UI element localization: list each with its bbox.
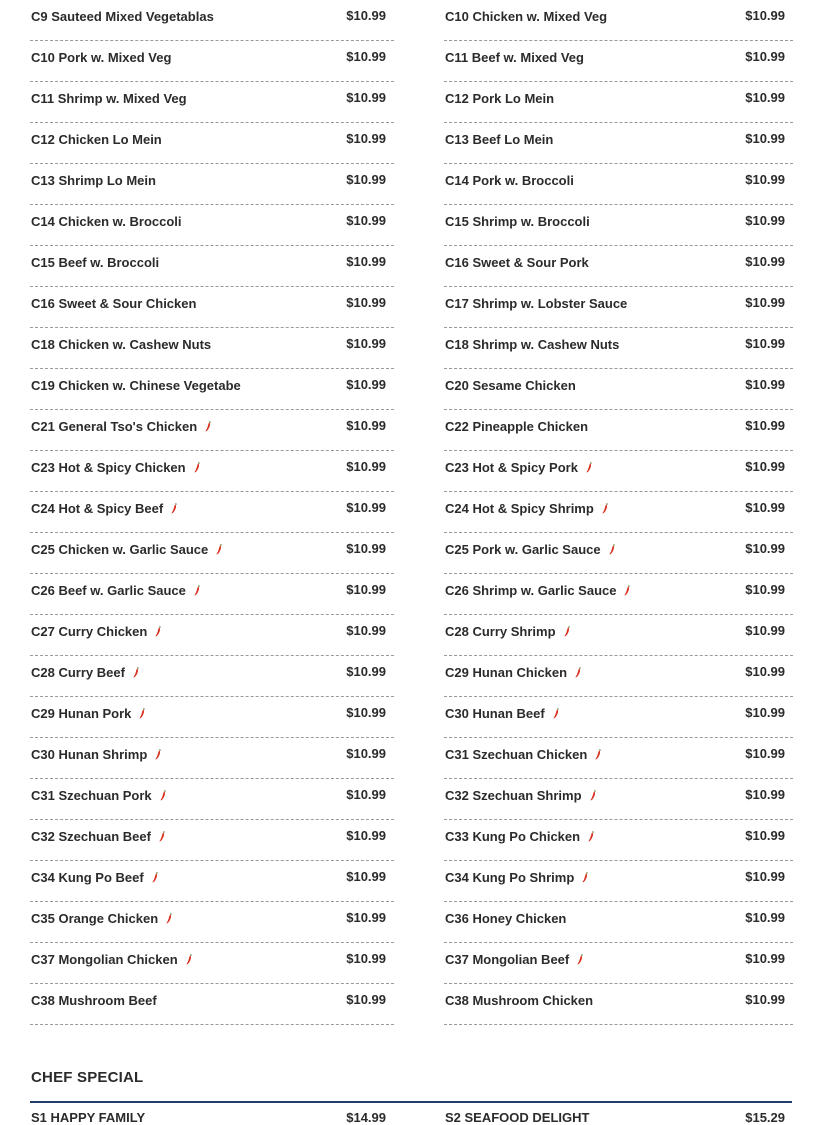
menu-item-name: C31 Szechuan Chicken	[445, 747, 601, 762]
menu-item-price: $10.99	[346, 90, 386, 105]
special-item-price: $14.99	[346, 1110, 386, 1125]
menu-item-price: $10.99	[346, 254, 386, 269]
menu-item	[444, 41, 793, 82]
menu-column-left	[30, 0, 394, 1025]
menu-item-price: $10.99	[745, 582, 785, 597]
menu-item-name: C12 Chicken Lo Mein	[31, 132, 162, 147]
chili-pepper-icon	[586, 462, 592, 473]
menu-item-name: C24 Hot & Spicy Shrimp	[445, 501, 608, 516]
menu-item-name: C16 Sweet & Sour Pork	[445, 255, 589, 270]
menu-item-price: $10.99	[346, 664, 386, 679]
menu-item-name: C16 Sweet & Sour Chicken	[31, 296, 197, 311]
menu-item-name: C26 Beef w. Garlic Sauce	[31, 583, 200, 598]
chili-pepper-icon	[160, 790, 166, 801]
chili-pepper-icon	[139, 708, 145, 719]
section-title-chef-special: CHEF SPECIAL	[31, 1069, 144, 1086]
chili-pepper-icon	[553, 708, 559, 719]
menu-item	[444, 533, 793, 574]
menu-item-name: C19 Chicken w. Chinese Vegetabe	[31, 378, 241, 393]
menu-item-price: $10.99	[745, 49, 785, 64]
menu-item-price: $10.99	[346, 951, 386, 966]
menu-item-price: $10.99	[346, 377, 386, 392]
menu-item-price: $10.99	[745, 500, 785, 515]
menu-item	[30, 246, 394, 287]
menu-item-name: C15 Beef w. Broccoli	[31, 255, 160, 270]
menu-item	[30, 820, 394, 861]
chili-pepper-icon	[624, 585, 630, 596]
chili-pepper-icon	[159, 831, 165, 842]
menu-item-name: C14 Pork w. Broccoli	[445, 173, 574, 188]
menu-item-price: $10.99	[346, 746, 386, 761]
menu-item-name: C13 Beef Lo Mein	[445, 132, 554, 147]
menu-item-name: C37 Mongolian Beef	[445, 952, 583, 967]
menu-item	[444, 246, 793, 287]
menu-item-name: C13 Shrimp Lo Mein	[31, 173, 156, 188]
menu-item-name: C32 Szechuan Shrimp	[445, 788, 596, 803]
menu-item-name: C15 Shrimp w. Broccoli	[445, 214, 590, 229]
menu-item	[30, 861, 394, 902]
section-divider	[30, 1101, 792, 1103]
menu-item-price: $10.99	[346, 131, 386, 146]
chili-pepper-icon	[590, 790, 596, 801]
menu-item-price: $10.99	[346, 49, 386, 64]
menu-item-price: $10.99	[745, 828, 785, 843]
menu-item-name: C38 Mushroom Beef	[31, 993, 157, 1008]
menu-item-name: C28 Curry Shrimp	[445, 624, 570, 639]
chili-pepper-icon	[186, 954, 192, 965]
menu-item-name: C38 Mushroom Chicken	[445, 993, 594, 1008]
menu-item	[30, 492, 394, 533]
menu-item-name: C9 Sauteed Mixed Vegetablas	[31, 9, 214, 24]
menu-item-name: C18 Chicken w. Cashew Nuts	[31, 337, 212, 352]
menu-item	[30, 328, 394, 369]
menu-item-price: $10.99	[346, 8, 386, 23]
menu-item-price: $10.99	[745, 336, 785, 351]
chili-pepper-icon	[564, 626, 570, 637]
menu-item-price: $10.99	[346, 459, 386, 474]
menu-item-name: C24 Hot & Spicy Beef	[31, 501, 177, 516]
menu-item-name: C23 Hot & Spicy Chicken	[31, 460, 200, 475]
menu-item-name: C17 Shrimp w. Lobster Sauce	[445, 296, 628, 311]
chili-pepper-icon	[582, 872, 588, 883]
special-item-name: S1 HAPPY FAMILY	[31, 1110, 146, 1125]
menu-item-price: $10.99	[346, 869, 386, 884]
menu-item-price: $10.99	[745, 992, 785, 1007]
menu-item-name: C20 Sesame Chicken	[445, 378, 576, 393]
chili-pepper-icon	[595, 749, 601, 760]
menu-item-price: $10.99	[346, 787, 386, 802]
menu-item-price: $10.99	[745, 623, 785, 638]
menu-item-name: C23 Hot & Spicy Pork	[445, 460, 592, 475]
menu-item-price: $10.99	[745, 541, 785, 556]
menu-item-price: $10.99	[346, 582, 386, 597]
menu-item	[30, 82, 394, 123]
menu-item	[444, 615, 793, 656]
menu-item-name: C10 Chicken w. Mixed Veg	[445, 9, 608, 24]
chili-pepper-icon	[133, 667, 139, 678]
menu-item-name: C36 Honey Chicken	[445, 911, 567, 926]
chili-pepper-icon	[602, 503, 608, 514]
chili-pepper-icon	[155, 749, 161, 760]
chili-pepper-icon	[166, 913, 172, 924]
menu-item	[30, 410, 394, 451]
menu-item	[30, 451, 394, 492]
chili-pepper-icon	[155, 626, 161, 637]
menu-item	[444, 123, 793, 164]
menu-item-price: $10.99	[346, 828, 386, 843]
menu-item-price: $10.99	[346, 623, 386, 638]
menu-column-right	[444, 0, 793, 1025]
menu-item-name: C35 Orange Chicken	[31, 911, 172, 926]
menu-item-name: C28 Curry Beef	[31, 665, 139, 680]
menu-item	[444, 164, 793, 205]
menu-item	[30, 369, 394, 410]
menu-item	[444, 861, 793, 902]
menu-item	[444, 574, 793, 615]
menu-item	[444, 328, 793, 369]
menu-item-name: C21 General Tso's Chicken	[31, 419, 211, 434]
menu-item-price: $10.99	[745, 172, 785, 187]
menu-item	[30, 615, 394, 656]
menu-item-name: C30 Hunan Shrimp	[31, 747, 161, 762]
menu-item	[444, 492, 793, 533]
menu-item	[30, 574, 394, 615]
menu-item	[30, 656, 394, 697]
menu-item	[444, 738, 793, 779]
menu-item-price: $10.99	[745, 459, 785, 474]
menu-item-price: $10.99	[745, 910, 785, 925]
menu-item-price: $10.99	[346, 910, 386, 925]
menu-item-price: $10.99	[346, 418, 386, 433]
menu-item	[30, 205, 394, 246]
menu-item	[30, 533, 394, 574]
menu-item	[30, 164, 394, 205]
menu-item	[444, 697, 793, 738]
menu-item-name: C32 Szechuan Beef	[31, 829, 165, 844]
menu-item	[30, 697, 394, 738]
chili-pepper-icon	[152, 872, 158, 883]
menu-item	[30, 943, 394, 984]
chili-pepper-icon	[205, 421, 211, 432]
menu-item-name: C18 Shrimp w. Cashew Nuts	[445, 337, 620, 352]
menu-item	[30, 984, 394, 1025]
menu-item-price: $10.99	[745, 90, 785, 105]
menu-item	[444, 451, 793, 492]
chili-pepper-icon	[588, 831, 594, 842]
chili-pepper-icon	[575, 667, 581, 678]
menu-item-price: $10.99	[745, 254, 785, 269]
menu-item	[30, 779, 394, 820]
menu-item	[444, 656, 793, 697]
menu-item-price: $10.99	[745, 869, 785, 884]
menu-item	[30, 0, 394, 41]
menu-item-name: C34 Kung Po Shrimp	[445, 870, 588, 885]
menu-item-price: $10.99	[346, 336, 386, 351]
menu-item-price: $10.99	[745, 131, 785, 146]
menu-item-price: $10.99	[745, 951, 785, 966]
menu-item	[444, 779, 793, 820]
menu-item-name: C11 Beef w. Mixed Veg	[445, 50, 584, 65]
menu-item	[30, 41, 394, 82]
chili-pepper-icon	[194, 585, 200, 596]
menu-item	[444, 943, 793, 984]
menu-item	[444, 205, 793, 246]
menu-item	[444, 287, 793, 328]
menu-item-price: $10.99	[745, 746, 785, 761]
menu-item-price: $10.99	[346, 992, 386, 1007]
menu-item-price: $10.99	[745, 377, 785, 392]
menu-item-name: C14 Chicken w. Broccoli	[31, 214, 182, 229]
menu-item	[444, 369, 793, 410]
menu-item-price: $10.99	[346, 541, 386, 556]
chili-pepper-icon	[171, 503, 177, 514]
chili-pepper-icon	[577, 954, 583, 965]
menu-item-price: $10.99	[745, 418, 785, 433]
menu-item-name: C29 Hunan Chicken	[445, 665, 581, 680]
menu-item	[30, 738, 394, 779]
menu-item	[30, 902, 394, 943]
menu-item-name: C12 Pork Lo Mein	[445, 91, 555, 106]
menu-item-price: $10.99	[745, 664, 785, 679]
menu-item-price: $10.99	[346, 213, 386, 228]
menu-item-price: $10.99	[745, 8, 785, 23]
menu-item	[444, 82, 793, 123]
menu-item-name: C31 Szechuan Pork	[31, 788, 166, 803]
menu-item	[444, 0, 793, 41]
menu-item-name: C37 Mongolian Chicken	[31, 952, 192, 967]
menu-item-name: C25 Chicken w. Garlic Sauce	[31, 542, 222, 557]
special-item-name: S2 SEAFOOD DELIGHT	[445, 1110, 590, 1125]
menu-item-name: C29 Hunan Pork	[31, 706, 145, 721]
menu-item-price: $10.99	[745, 295, 785, 310]
menu-item-name: C10 Pork w. Mixed Veg	[31, 50, 172, 65]
menu-item-name: C27 Curry Chicken	[31, 624, 161, 639]
menu-item-name: C26 Shrimp w. Garlic Sauce	[445, 583, 630, 598]
menu-item-name: C22 Pineapple Chicken	[445, 419, 589, 434]
chili-pepper-icon	[216, 544, 222, 555]
menu-item-price: $10.99	[346, 705, 386, 720]
menu-item-price: $10.99	[745, 705, 785, 720]
menu-item	[444, 820, 793, 861]
menu-item	[444, 902, 793, 943]
menu-item	[444, 410, 793, 451]
menu-item	[30, 287, 394, 328]
menu-item-name: C33 Kung Po Chicken	[445, 829, 594, 844]
chili-pepper-icon	[194, 462, 200, 473]
menu-item-price: $10.99	[346, 295, 386, 310]
chili-pepper-icon	[609, 544, 615, 555]
menu-item-price: $10.99	[745, 213, 785, 228]
menu-item	[30, 123, 394, 164]
menu-item-price: $10.99	[346, 500, 386, 515]
menu-item-name: C34 Kung Po Beef	[31, 870, 158, 885]
menu-item	[444, 984, 793, 1025]
menu-item-name: C11 Shrimp w. Mixed Veg	[31, 91, 187, 106]
menu-item-name: C25 Pork w. Garlic Sauce	[445, 542, 615, 557]
menu-item-price: $10.99	[346, 172, 386, 187]
menu-item-name: C30 Hunan Beef	[445, 706, 559, 721]
menu-item-price: $10.99	[745, 787, 785, 802]
special-item-price: $15.29	[745, 1110, 785, 1125]
